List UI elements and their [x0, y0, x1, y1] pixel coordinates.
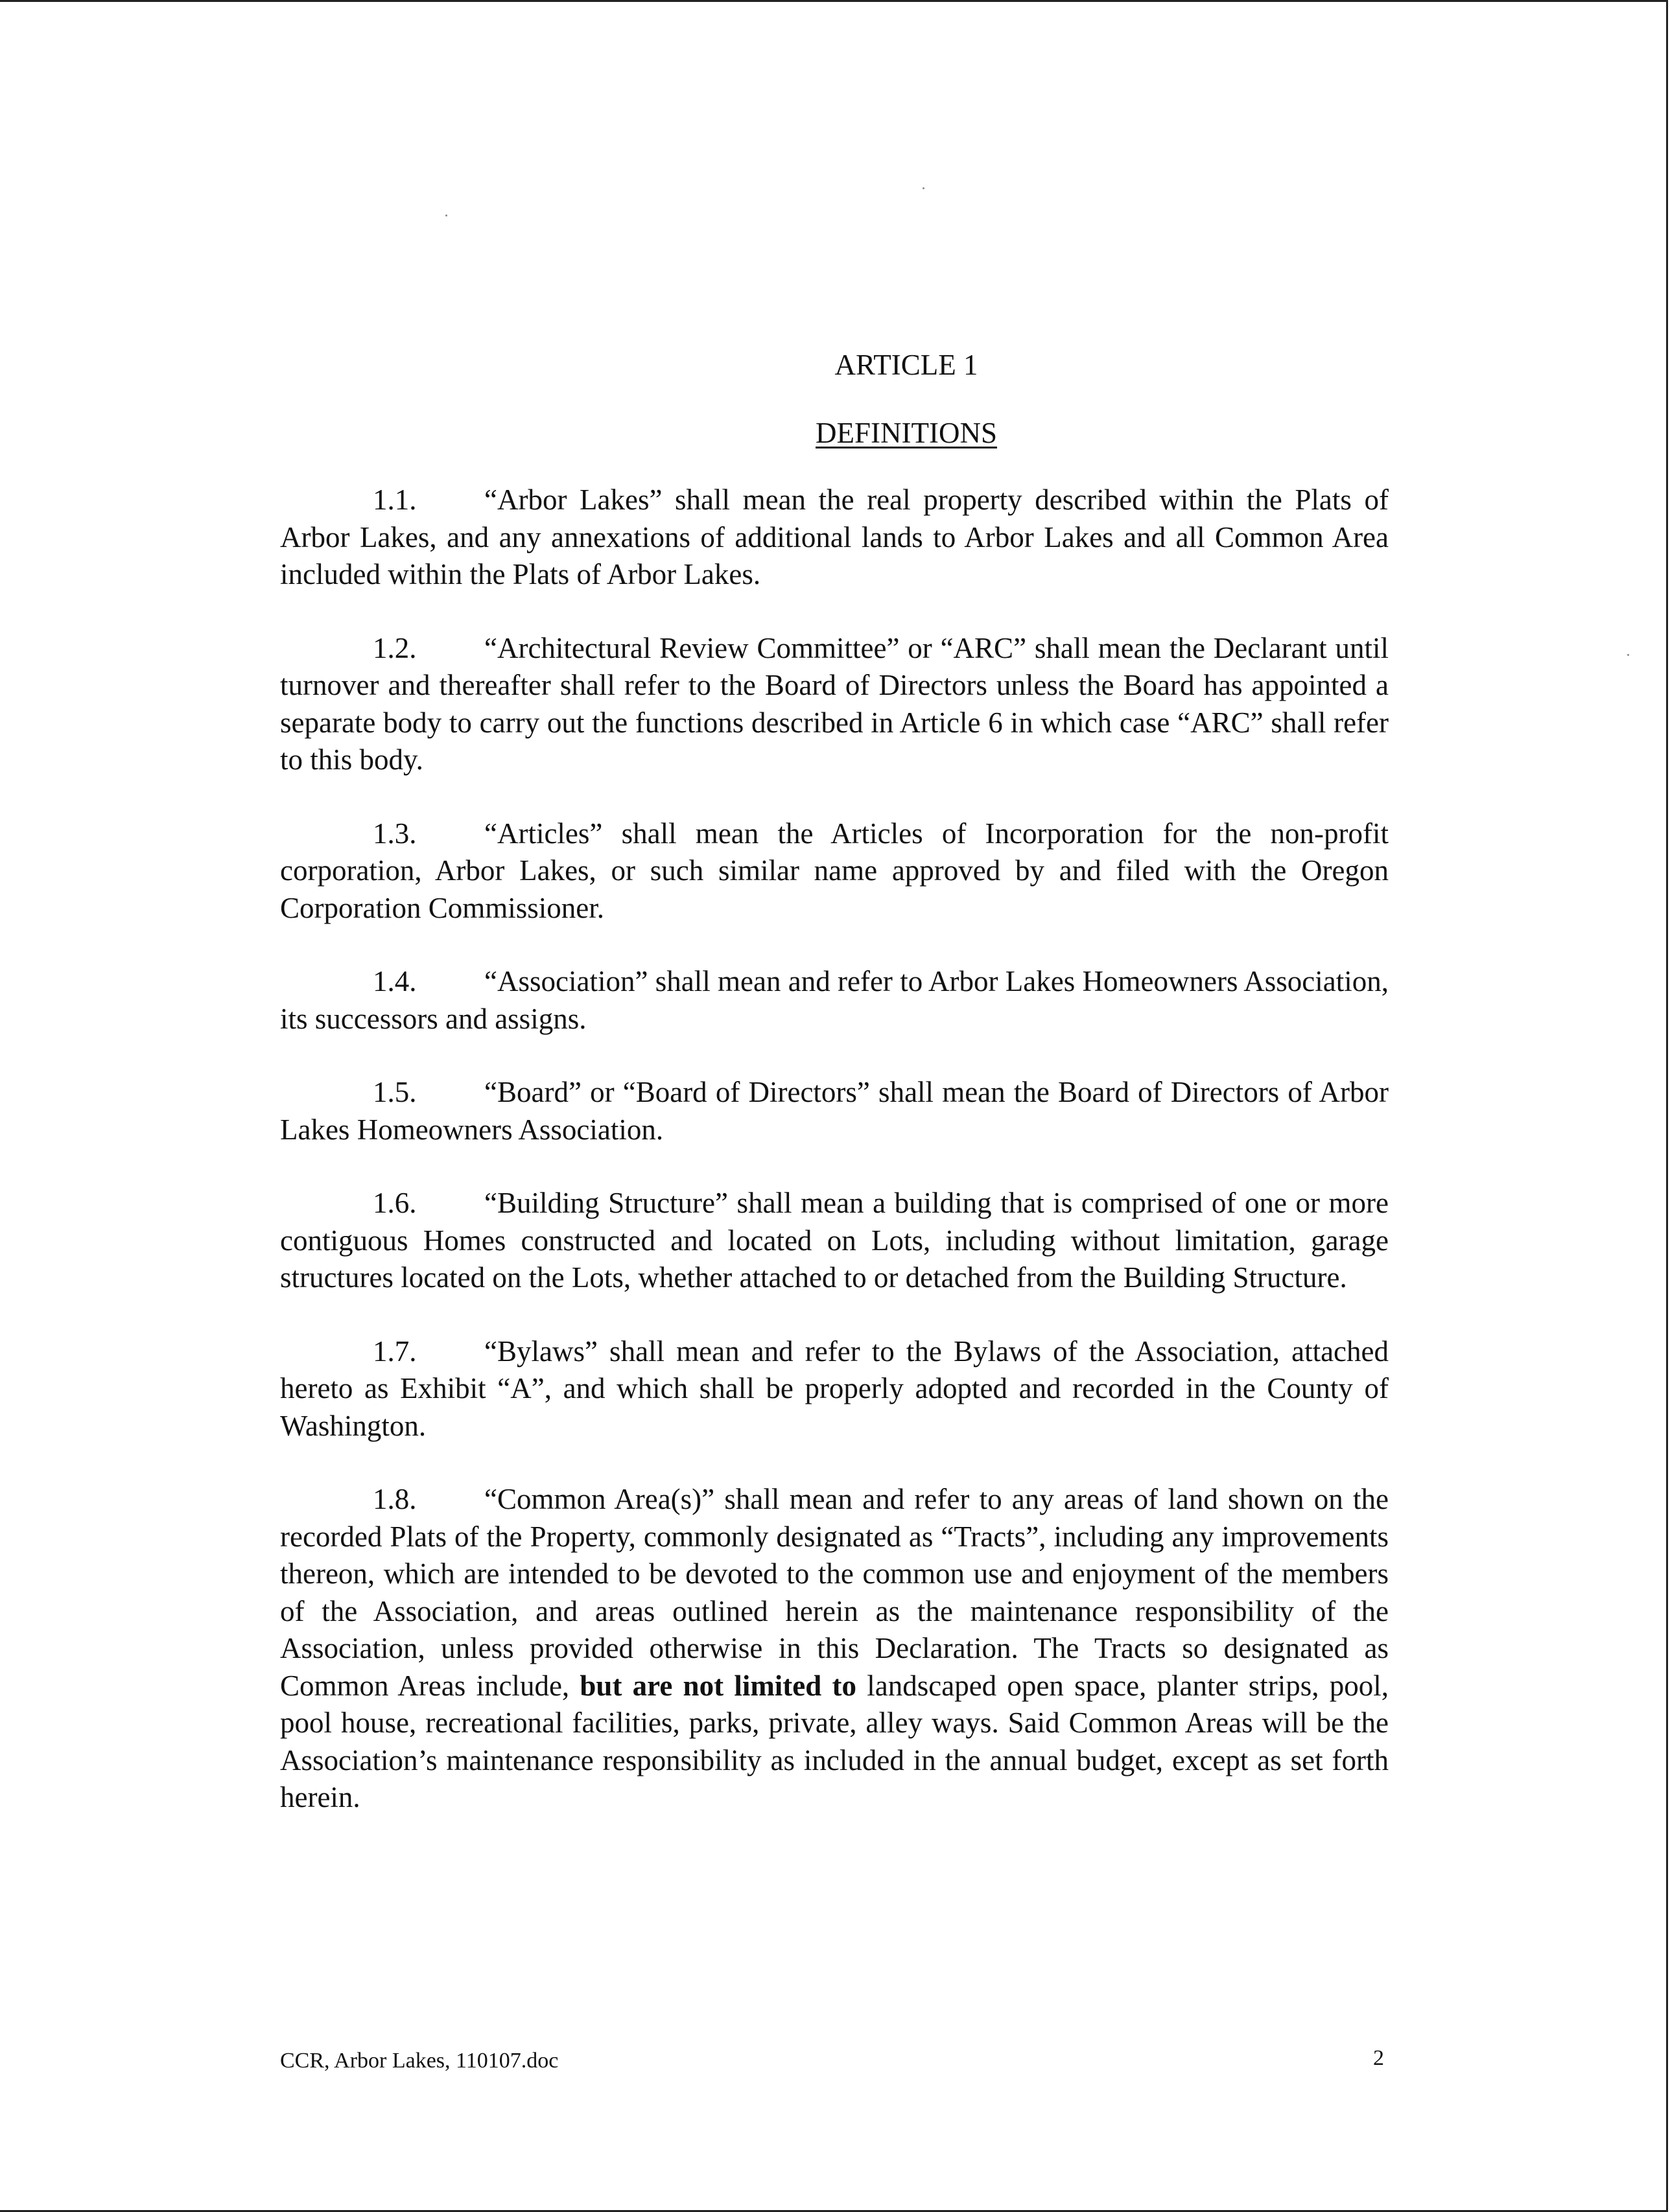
article-subtitle: DEFINITIONS [816, 417, 997, 449]
definition-text: “Building Structure” shall mean a building that is comprised of one or more contiguous Homes constructed and located on Lots, including without limitation, garage structures located on the Lots, whether attached to or detached from the Building Structure. [280, 1187, 1389, 1294]
definition-paragraph [280, 1481, 1389, 1817]
definition-number: 1.8. [373, 1483, 417, 1515]
footer-filename: CCR, Arbor Lakes, 110107.doc [280, 2049, 559, 2073]
article-title: ARTICLE 1 [834, 349, 978, 381]
definition-emphasis: but are not limited to [580, 1669, 857, 1702]
definition-paragraph [280, 482, 1389, 594]
definition-paragraph [280, 963, 1389, 1038]
scan-speck [1627, 654, 1629, 656]
definition-paragraph [280, 1333, 1389, 1445]
scan-speck [445, 215, 447, 216]
definition-text: “Common Area(s)” shall mean and refer to any areas of land shown on the recorded Plats of the Property, commonly designated as “Tracts”, including any improvements thereon, which are intended to be devoted to the common use and enjoyment of the members of the Association, and areas outlined herein as the maintenance responsibility of the Association, unless provided otherwise in this Declaration. The Tracts so designated as Common Areas include, [280, 1483, 1389, 1702]
scan-speck [923, 187, 924, 189]
definitions-list [280, 482, 1389, 1853]
definition-text: “Arbor Lakes” shall mean the real property described within the Plats of Arbor Lakes, and any annexations of additional lands to Arbor Lakes and all Common Area included within the Plats of Arbor Lakes. [280, 483, 1389, 590]
definition-number: 1.1. [373, 483, 417, 516]
definition-number: 1.5. [373, 1076, 417, 1108]
page-number: 2 [1373, 2046, 1384, 2070]
definition-text: “Architectural Review Committee” or “ARC” shall mean the Declarant until turnover and thereafter shall refer to the Board of Directors unless the Board has appointed a separate body to carry out the functions described in Article 6 in which case “ARC” shall refer to this body. [280, 631, 1389, 776]
definition-number: 1.6. [373, 1187, 417, 1219]
definition-number: 1.2. [373, 631, 417, 664]
definition-number: 1.7. [373, 1334, 417, 1368]
definition-number: 1.4. [373, 965, 417, 997]
definition-text: “Articles” shall mean the Articles of Incorporation for the non-profit corporation, Arbor Lakes, or such similar name approved by and filed with the Oregon Corporation Commissioner. [280, 817, 1389, 924]
definition-text: “Association” shall mean and refer to Arbor Lakes Homeowners Association, its successors and assigns. [280, 965, 1389, 1035]
definition-text: “Board” or “Board of Directors” shall mean the Board of Directors of Arbor Lakes Homeowners Association. [280, 1076, 1389, 1146]
definition-paragraph [280, 630, 1389, 779]
definition-paragraph [280, 1074, 1389, 1148]
definition-text: landscaped open space, planter strips, pool, pool house, recreational facilities, parks, private, alley ways. Said Common Areas will be the Association’s maintenance responsibility as included in the annual budget, except as set forth herein. [280, 1669, 1389, 1813]
definition-paragraph [280, 1185, 1389, 1297]
definition-text: “Bylaws” shall mean and refer to the Bylaws of the Association, attached hereto as Exhibit “A”, and which shall be properly adopted and recorded in the County of Washington. [280, 1334, 1389, 1442]
definition-paragraph [280, 815, 1389, 927]
definition-number: 1.3. [373, 817, 417, 850]
